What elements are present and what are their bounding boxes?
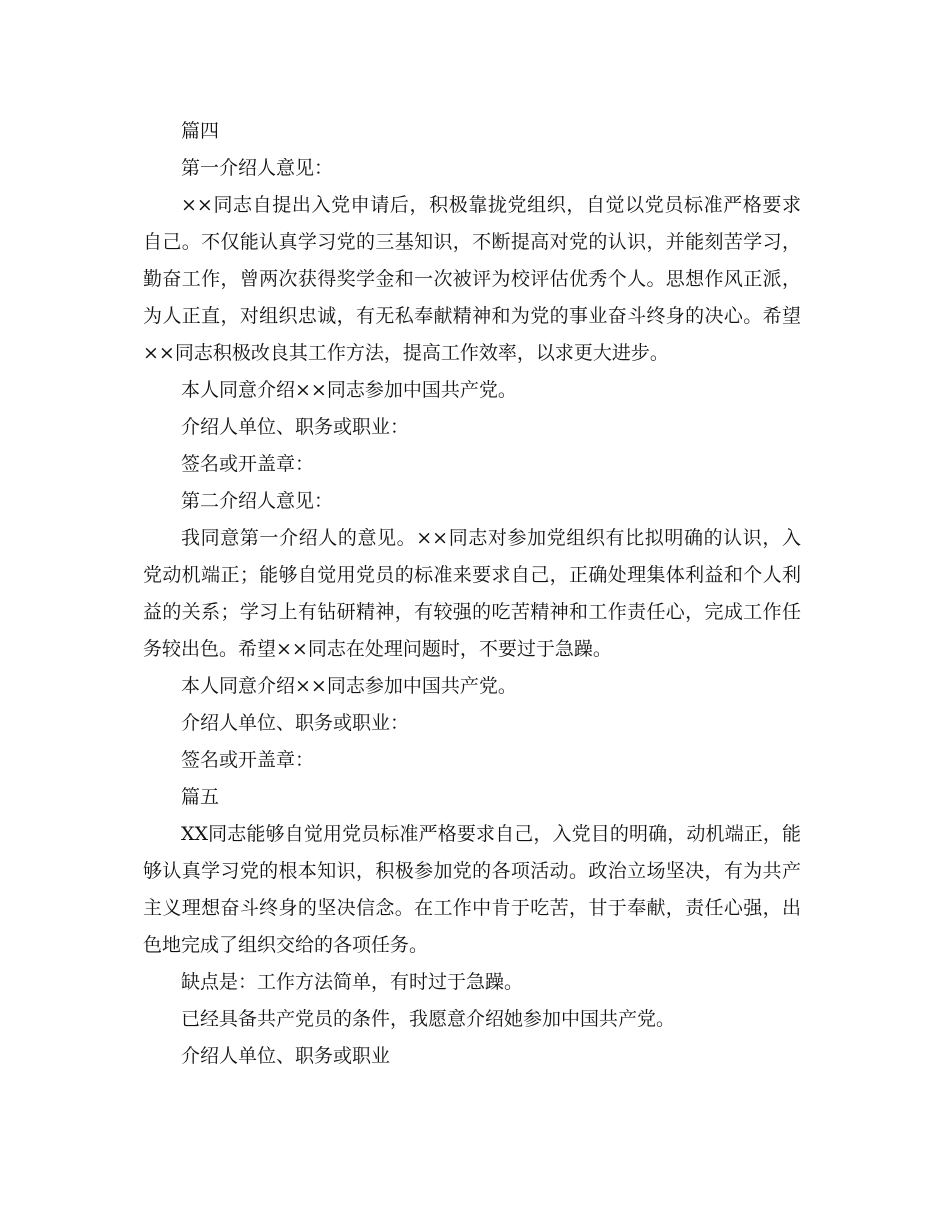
first-introducer-opinion: ××同志自提出入党申请后，积极靠拢党组织，自觉以党员标准严格要求自己。不仅能认真学习党的三基知识，不断提高对党的认识，并能刻苦学习，勤奋工作，曾两次获得奖学金和一次被评为校评估优秀个人。思想作风正派，为人正直，对组织忠诚，有无私奉献精神和为党的事业奋斗终身的决心。希望××同志积极改良其工作方法，提高工作效率，以求更大进步。 <box>143 194 801 364</box>
second-introducer-agree: 本人同意介绍××同志参加中国共产党。 <box>181 675 517 697</box>
section5-unit: 介绍人单位、职务或职业 <box>181 1045 391 1067</box>
second-introducer-opinion: 我同意第一介绍人的意见。××同志对参加党组织有比拟明确的认识，入党动机端正；能够自觉用党员的标准来要求自己，正确处理集体利益和个人利益的关系；学习上有钻研精神，有较强的吃苦精神和工作责任心，完成工作任务较出色。希望××同志在处理问题时，不要过于急躁。 <box>143 527 801 660</box>
section5-heading: 篇五 <box>181 786 220 808</box>
first-introducer-agree: 本人同意介绍××同志参加中国共产党。 <box>181 379 517 401</box>
section5-agree: 已经具备共产党员的条件，我愿意介绍她参加中国共产党。 <box>181 1008 676 1030</box>
document-body <box>143 113 801 1075</box>
first-introducer-signature: 签名或开盖章： <box>181 453 315 475</box>
section5-opinion: XX同志能够自觉用党员标准严格要求自己，入党目的明确，动机端正，能够认真学习党的根本知识，积极参加党的各项活动。政治立场坚决，有为共产主义理想奋斗终身的坚决信念。在工作中肯于吃苦，甘于奉献，责任心强，出色地完成了组织交给的各项任务。 <box>143 823 801 956</box>
second-introducer-unit: 介绍人单位、职务或职业： <box>181 712 410 734</box>
second-introducer-signature: 签名或开盖章： <box>181 749 315 771</box>
section4-heading: 篇四 <box>181 120 220 142</box>
second-introducer-label: 第二介绍人意见： <box>181 490 334 512</box>
section5-shortcoming: 缺点是：工作方法简单，有时过于急躁。 <box>181 971 524 993</box>
first-introducer-label: 第一介绍人意见： <box>181 157 334 179</box>
first-introducer-unit: 介绍人单位、职务或职业： <box>181 416 410 438</box>
